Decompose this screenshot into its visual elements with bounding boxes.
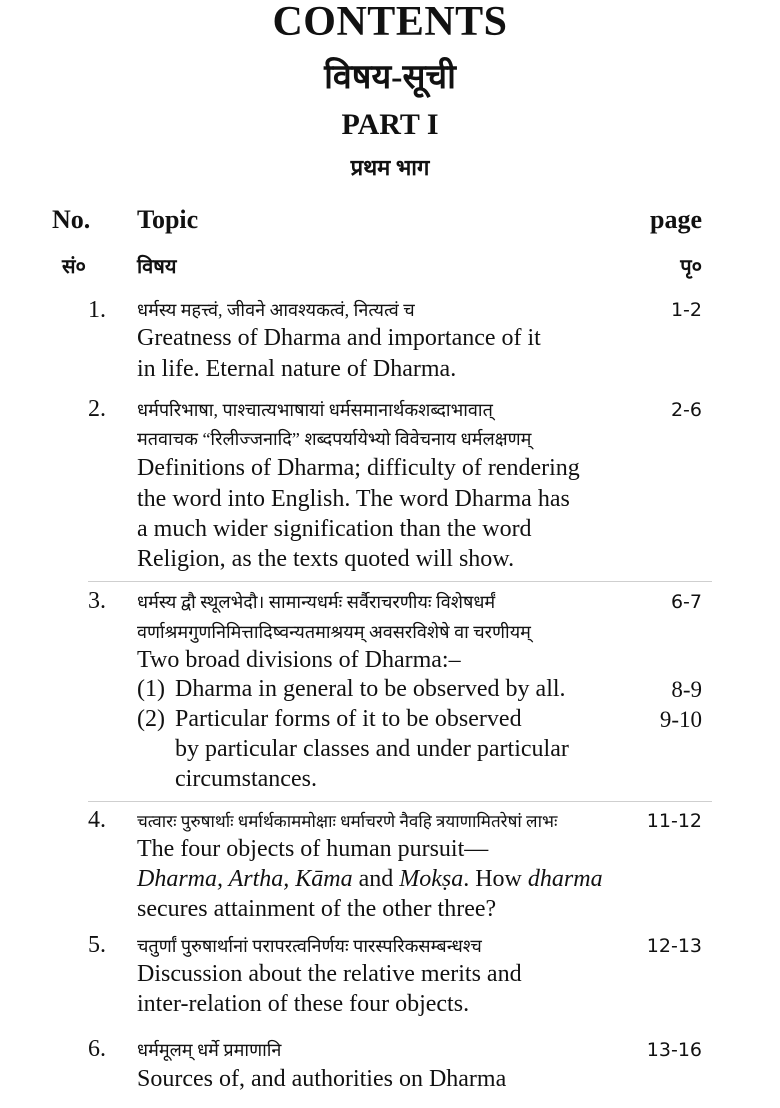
italic-term: Mokṣa <box>399 866 464 892</box>
entry-number: 2. <box>88 396 106 422</box>
entry-hindi-line: धर्मस्य महत्त्वं, जीवने आवश्यकत्वं, नित्यत्वं च <box>137 300 415 320</box>
sub-item-line: Dharma in general to be observed by all. <box>175 676 566 702</box>
entry-english-line: inter-relation of these four objects. <box>137 991 470 1017</box>
sub-item-page-range: 8-9 <box>671 677 702 702</box>
column-header-page-hindi: पृ० <box>680 256 702 278</box>
entry-page-range: 1-2 <box>670 299 702 321</box>
entry-number: 6. <box>88 1036 106 1062</box>
column-header-page: page <box>650 205 702 234</box>
entry-english-line: Discussion about the relative merits and <box>137 961 522 987</box>
entry-page-range: 13-16 <box>646 1039 702 1061</box>
page-title: CONTENTS <box>272 0 508 45</box>
entry-english-line: secures attainment of the other three? <box>137 896 497 922</box>
entry-page-range: 6-7 <box>670 591 702 613</box>
entry-hindi-line: धर्ममूलम् धर्मे प्रमाणानि <box>137 1040 282 1060</box>
part-heading: PART I <box>341 108 439 141</box>
entry-mixed-line <box>137 866 603 893</box>
column-header-no: No. <box>52 205 91 234</box>
sub-item-marker: (1) <box>137 676 165 702</box>
entry-page-range: 2-6 <box>670 399 702 421</box>
entry-english-line: in life. Eternal nature of Dharma. <box>137 356 457 382</box>
entry-english-line: Greatness of Dharma and importance of it <box>137 325 541 351</box>
entry-english-line: Religion, as the texts quoted will show. <box>137 546 515 572</box>
plain-text: and <box>352 866 400 892</box>
divider <box>88 581 712 582</box>
divider <box>88 801 712 802</box>
italic-terms: Dharma, Artha, Kāma <box>137 866 353 892</box>
entry-hindi-line: चत्वारः पुरुषार्थाः धर्मार्थकाममोक्षाः धर्माचरणे नैवहि त्रयाणामितरेषां लाभः <box>137 812 558 831</box>
sub-item-line: circumstances. <box>175 766 317 792</box>
entry-english-line: Two broad divisions of Dharma:– <box>137 647 461 673</box>
entry-english-line: Definitions of Dharma; difficulty of rendering <box>137 455 580 481</box>
entry-number: 3. <box>88 588 106 614</box>
entry-hindi-line: मतवाचक “रिलीज्जनादि” शब्दपर्यायेभ्यो विवेचनाय धर्मलक्षणम् <box>137 429 532 449</box>
column-header-no-hindi: सं० <box>62 256 86 278</box>
part-heading-hindi: प्रथम भाग <box>350 155 430 180</box>
entry-english-line: a much wider signification than the word <box>137 516 532 542</box>
entry-english-line: The four objects of human pursuit— <box>137 836 489 862</box>
entry-hindi-line: वर्णाश्रमगुणनिमित्तादिष्वन्यतमाश्रयम् अवसरविशेषे वा चरणीयम् <box>137 622 531 642</box>
column-header-topic-hindi: विषय <box>137 256 177 278</box>
column-header-topic: Topic <box>137 205 199 234</box>
sub-item-line: by particular classes and under particular <box>175 736 569 762</box>
entry-hindi-line: चतुर्णां पुरुषार्थानां परापरत्वनिर्णयः पारस्परिकसम्बन्धश्च <box>137 936 482 956</box>
sub-item-page-range: 9-10 <box>659 707 702 732</box>
entry-number: 5. <box>88 932 106 958</box>
sub-item-line: Particular forms of it to be observed <box>175 706 522 732</box>
italic-term: dharma <box>527 866 603 892</box>
entry-english-line: the word into English. The word Dharma has <box>137 486 570 512</box>
entry-page-range: 11-12 <box>646 810 702 832</box>
plain-text: . How <box>463 866 528 892</box>
entry-number: 1. <box>88 297 106 323</box>
entry-english-line: Sources of, and authorities on Dharma <box>137 1066 507 1092</box>
entry-number: 4. <box>88 807 106 833</box>
page-title-hindi: विषय-सूची <box>324 59 456 96</box>
entry-page-range: 12-13 <box>646 935 702 957</box>
sub-item-marker: (2) <box>137 706 165 732</box>
entry-hindi-line: धर्मस्य द्वौ स्थूलभेदौ। सामान्यधर्मः सर्वैराचरणीयः विशेषधर्मं <box>137 592 496 612</box>
entry-hindi-line: धर्मपरिभाषा, पाश्चात्यभाषायां धर्मसमानार्थकशब्दाभावात् <box>137 400 493 420</box>
